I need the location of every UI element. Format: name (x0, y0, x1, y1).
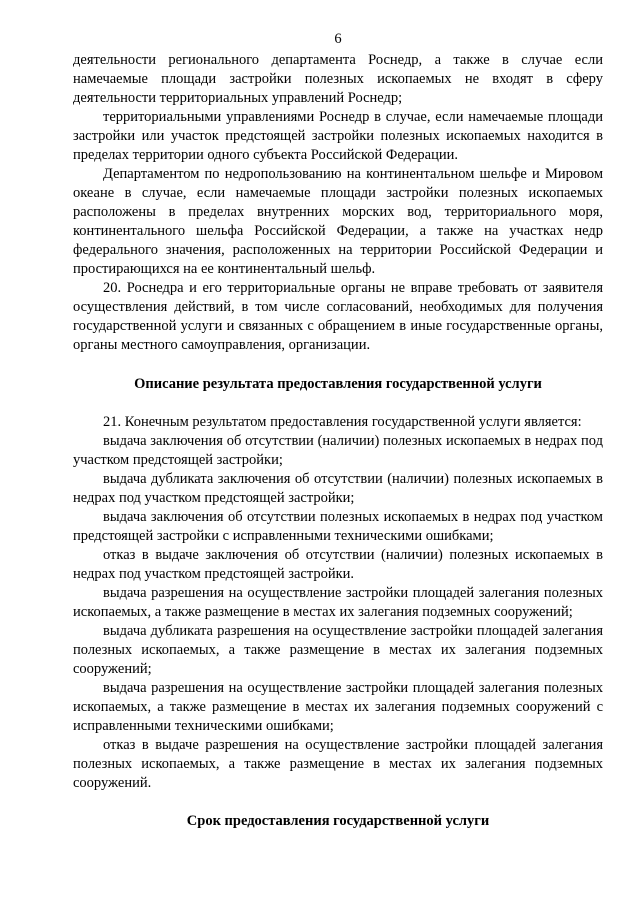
paragraph-continuation: деятельности регионального департамента Роснедр, а также в случае если намечаемые площади застройки полезных ископаемых не входят в сферу деятельности территориальных управлений Роснедр; (73, 52, 603, 106)
list-item-result: выдача заключения об отсутствии (наличии) полезных ископаемых в недрах под участком предстоящей застройки; (73, 433, 603, 468)
list-item-result: выдача заключения об отсутствии полезных ископаемых в недрах под участком предстоящей застройки с исправленными техническими ошибками; (73, 509, 603, 544)
paragraph-territorial-units: территориальными управлениями Роснедр в случае, если намечаемые площади застройки или участок предстоящей застройки полезных ископаемых находится в пределах территории одного субъекта Российской Федерации. (73, 109, 603, 163)
section-heading-result: Описание результата предоставления государственной услуги (134, 376, 542, 392)
list-item-result: отказ в выдаче разрешения на осуществление застройки площадей залегания полезных ископаемых, а также размещение в местах их залегания подземных сооружений. (73, 737, 603, 791)
document-page (73, 30, 603, 831)
list-item-result: выдача дубликата заключения об отсутствии (наличии) полезных ископаемых в недрах под участком предстоящей застройки; (73, 471, 603, 506)
paragraph-item-20: 20. Роснедра и его территориальные органы не вправе требовать от заявителя осуществления действий, в том числе согласований, необходимых для получения государственной услуги и связанных с обращением в иные государственные органы, органы местного самоуправления, организации. (73, 280, 603, 353)
list-item-result: выдача дубликата разрешения на осуществление застройки площадей залегания полезных ископаемых, а также размещение в местах их залегания подземных сооружений; (73, 623, 603, 677)
list-item-result: отказ в выдаче заключения об отсутствии (наличии) полезных ископаемых в недрах под участком предстоящей застройки. (73, 547, 603, 582)
paragraph-item-21: 21. Конечным результатом предоставления государственной услуги является: (103, 414, 582, 430)
list-item-result: выдача разрешения на осуществление застройки площадей залегания полезных ископаемых, а также размещение в местах их залегания подземных сооружений с исправленными техническими ошибками; (73, 680, 603, 734)
section-heading-deadline: Срок предоставления государственной услуги (186, 813, 490, 829)
paragraph-shelf-department: Департаментом по недропользованию на континентальном шельфе и Мировом океане в случае, если намечаемые площади застройки полезных ископаемых расположены в пределах внутренних морских вод, территориального моря, континентального шельфа Российской Федерации, а также на участках недр федерального значения, расположенных на территории Российской Федерации и простирающихся на ее континентальный шельф. (73, 166, 603, 277)
page-number: 6 (334, 31, 342, 47)
list-item-result: выдача разрешения на осуществление застройки площадей залегания полезных ископаемых, а также размещение в местах их залегания подземных сооружений; (73, 585, 603, 620)
